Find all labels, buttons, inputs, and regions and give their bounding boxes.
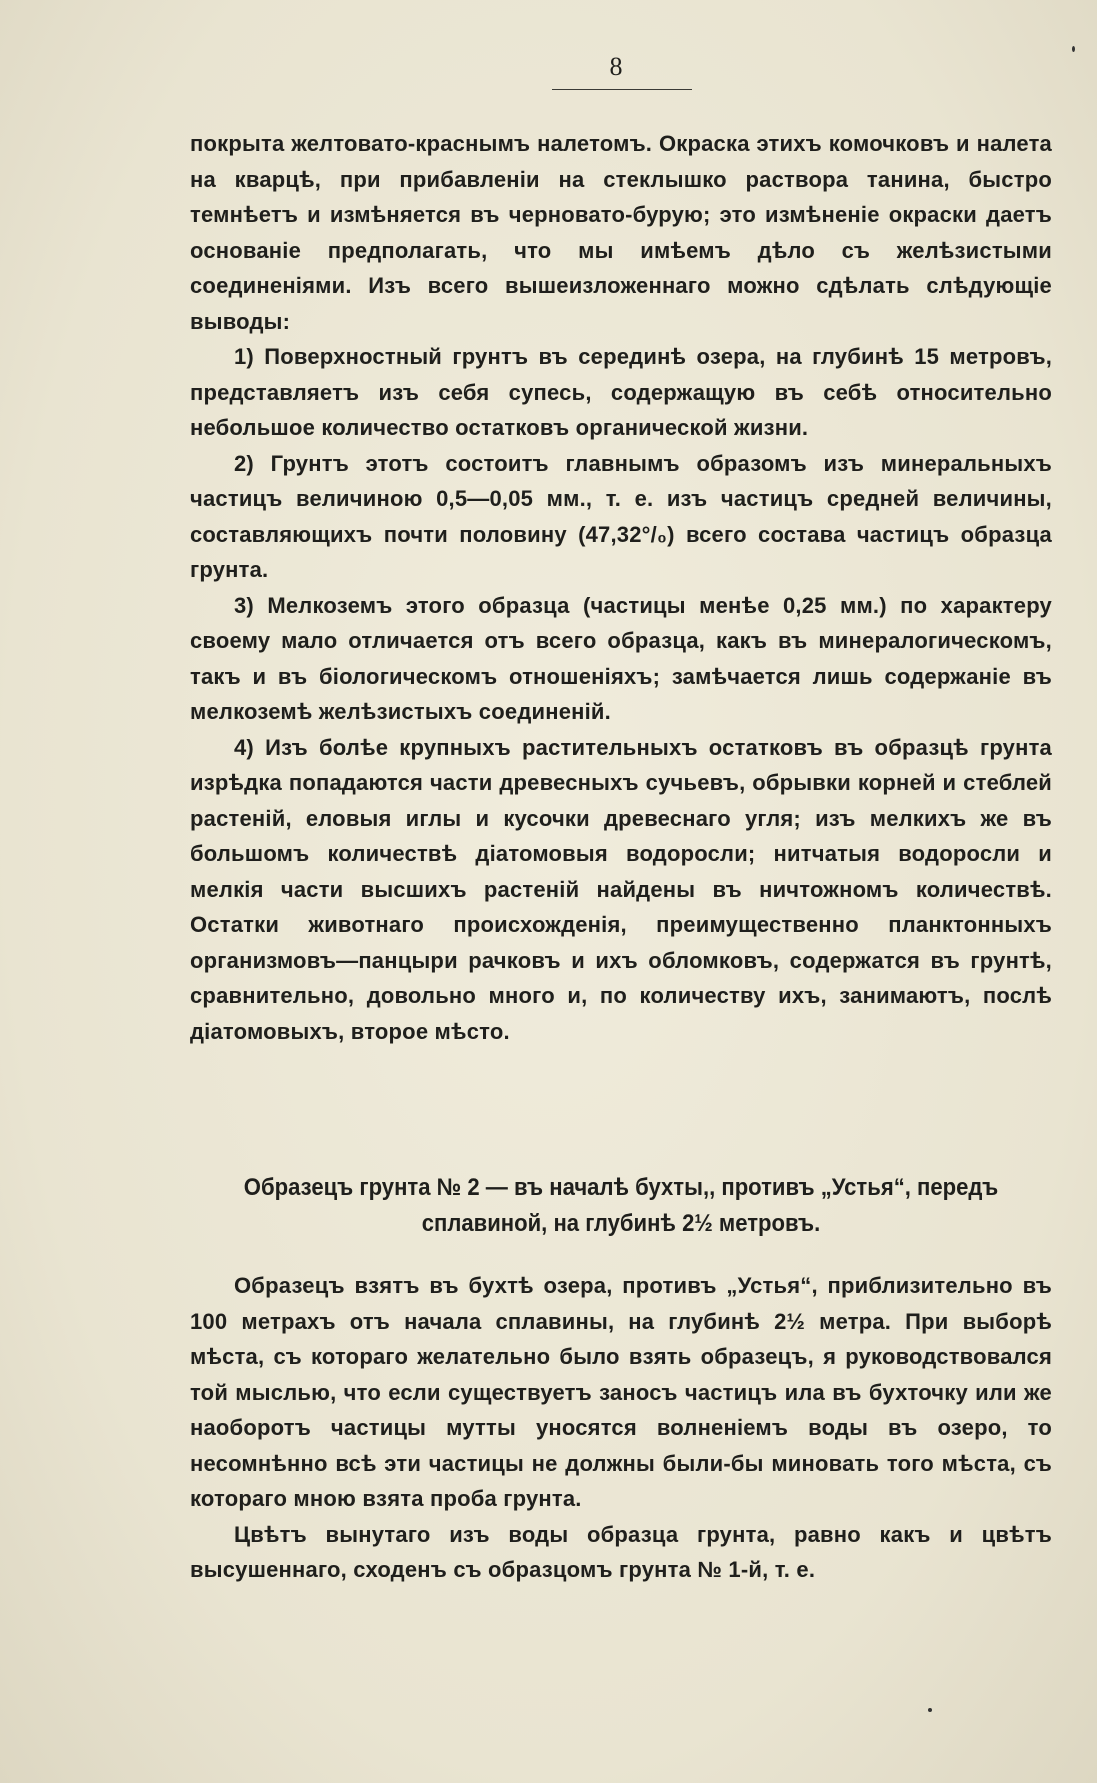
paragraph: покрыта желтовато-краснымъ налетомъ. Окраска этихъ комочковъ и налета на кварцѣ, при прибавленіи на стеклышко раствора танина, быстро темнѣетъ и измѣняется въ черновато-бурую; это измѣненіе окраски даетъ основаніе предполагать, что мы имѣемъ дѣло съ желѣзистыми соединеніями. Изъ всего вышеизложеннаго можно сдѣлать слѣдующіе выводы: — [190, 131, 1052, 334]
body-text-top — [190, 126, 1052, 1049]
section-heading — [224, 1170, 1017, 1242]
page-number: 8 — [609, 52, 623, 81]
paragraph-sample-description: Образецъ взятъ въ бухтѣ озера, противъ „Устья“, приблизительно въ 100 метрахъ отъ начала сплавины, на глубинѣ 2½ метра. При выборѣ мѣста, съ котораго желательно было взять образецъ, я руководствовался той мыслью, что если существуетъ заносъ частицъ ила въ бухточку или же наоборотъ частицы мутты уносятся волненіемъ воды въ озеро, то несомнѣнно всѣ эти частицы не должны были-бы миновать того мѣста, съ котораго мною взята проба грунта. — [190, 1273, 1052, 1511]
paragraph-sample-color: Цвѣтъ вынутаго изъ воды образца грунта, равно какъ и цвѣтъ высушеннаго, сходенъ съ образцомъ грунта № 1-й, т. е. — [190, 1521, 1052, 1582]
header-rule — [552, 89, 692, 90]
print-speck — [1072, 46, 1075, 52]
paragraph-conclusion-4: 4) Изъ болѣе крупныхъ растительныхъ остатковъ въ образцѣ грунта изрѣдка попадаются части древесныхъ сучьевъ, обрывки корней и стеблей растеній, еловыя иглы и кусочки древеснаго угля; изъ мелкихъ же въ большомъ количествѣ діатомовыя водоросли; нитчатыя водоросли и мелкія части высшихъ растеній найдены въ ничтожномъ количествѣ. Остатки животнаго происхожденія, преимущественно планктонныхъ организмовъ—панцыри рачковъ и ихъ обломковъ, содержатся въ грунтѣ, сравнительно, довольно много и, по количеству ихъ, занимаютъ, послѣ діатомовыхъ, второе мѣсто. — [190, 734, 1052, 1044]
section-heading-line-2: сплавиной, на глубинѣ 2½ метровъ. — [421, 1210, 821, 1237]
body-text-bottom — [190, 1268, 1052, 1588]
print-speck — [928, 1708, 932, 1712]
paragraph-conclusion-1: 1) Поверхностный грунтъ въ серединѣ озера, на глубинѣ 15 метровъ, представляетъ изъ себя супесь, содержащую въ себѣ относительно небольшое количество остатковъ органической жизни. — [190, 344, 1052, 440]
paragraph-conclusion-3: 3) Мелкоземъ этого образца (частицы менѣе 0,25 мм.) по характеру своему мало отличается отъ всего образца, какъ въ минералогическомъ, такъ и въ біологическомъ отношеніяхъ; замѣчается лишь содержаніе въ мелкоземѣ желѣзистыхъ соединеній. — [190, 592, 1052, 724]
paragraph-conclusion-2: 2) Грунтъ этотъ состоитъ главнымъ образомъ изъ минеральныхъ частицъ величиною 0,5—0,05 мм., т. е. изъ частицъ средней величины, составляющихъ почти половину (47,32°/₀) всего состава частицъ образца грунта. — [190, 450, 1052, 582]
section-heading-line-1: Образецъ грунта № 2 — въ началѣ бухты,, противъ „Устья“, передъ — [243, 1174, 999, 1201]
